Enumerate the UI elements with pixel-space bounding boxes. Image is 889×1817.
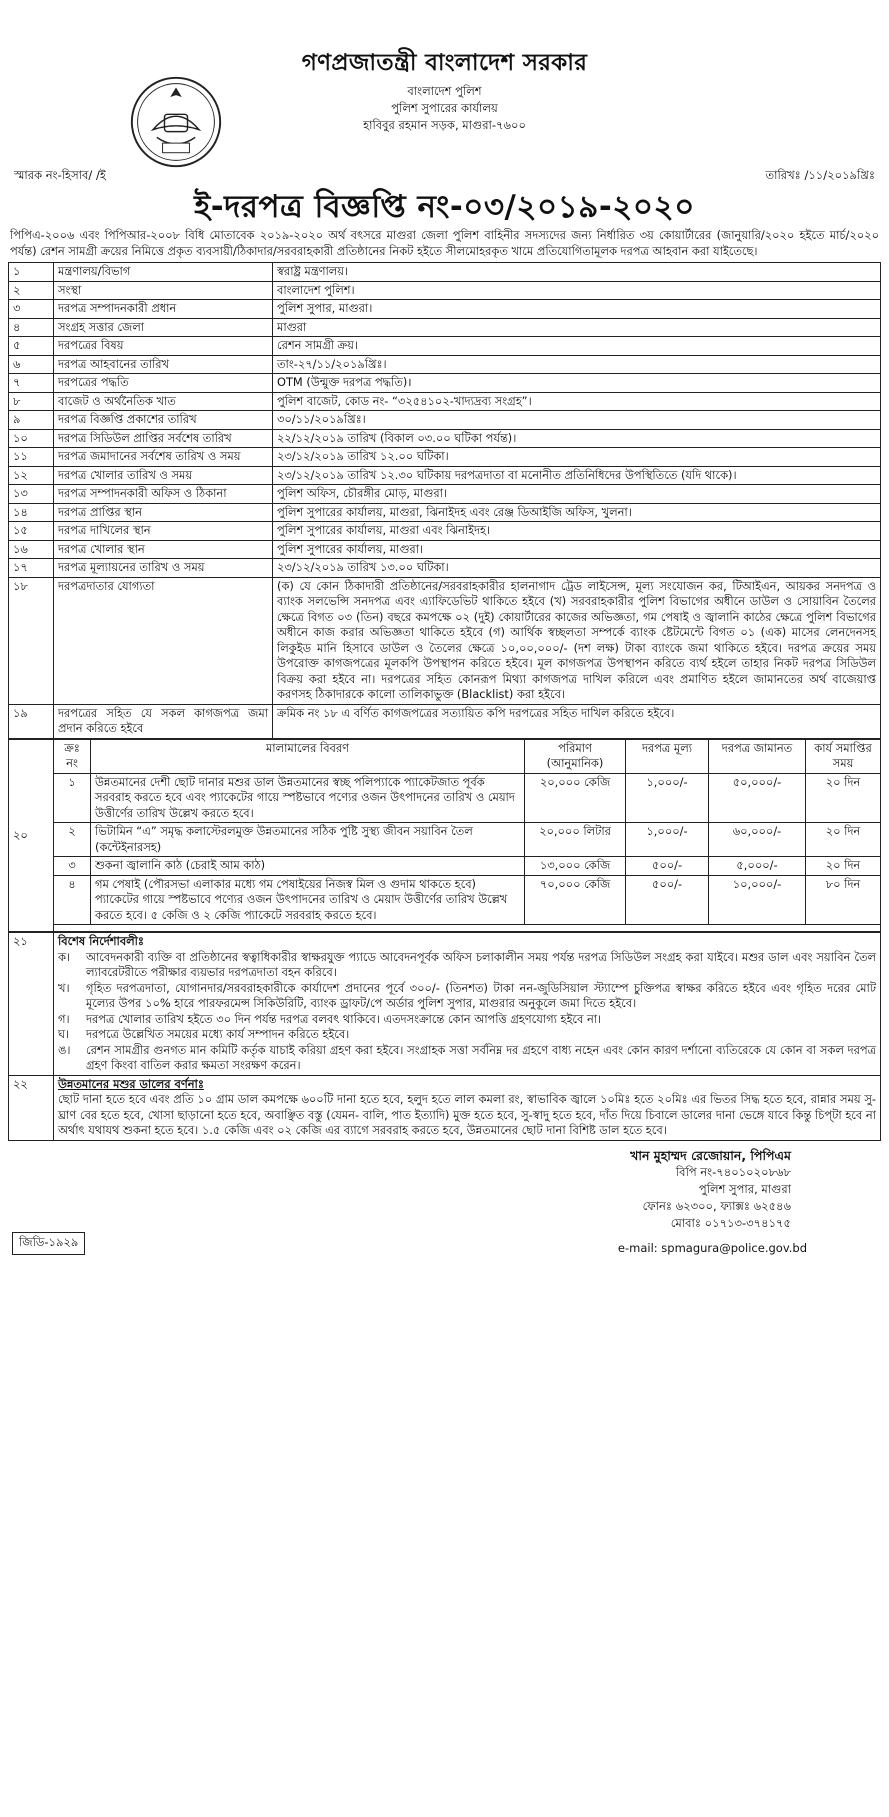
note-text: আবেদনকারী ব্যক্তি বা প্রতিষ্ঠানের স্বত্বাধিকারীর স্বাক্ষরযুক্ত প্যাডে আবেদনপূর্বক অফিস চলাকালীন সময় পর্যন্ত দরপত্র সিডিউল সংগ্রহ করা যাইবে। মশুর ডাল এবং সয়াবিন তৈল ল্যাবরেটরীতে পরীক্ষার ব্যয়ভার দরপত্রদাতা বহন করিবে। bbox=[86, 949, 876, 979]
row-number: ১১ bbox=[9, 448, 54, 467]
header-description: মালামালের বিবরণ bbox=[91, 739, 525, 773]
row-number: ৯ bbox=[9, 411, 54, 430]
item-quantity: ৭০,০০০ কেজি bbox=[525, 875, 626, 925]
special-title: বিশেষ নির্দেশাবলীঃ bbox=[58, 934, 144, 948]
item-period: ২০ দিন bbox=[806, 773, 881, 823]
header-quantity: পরিমাণ (আনুমানিক) bbox=[525, 739, 626, 773]
table-row bbox=[9, 857, 881, 876]
row-value: পুলিশ সুপারের কার্যালয়, মাগুরা এবং ঝিনাইদহ। bbox=[273, 522, 881, 541]
list-item bbox=[58, 1027, 876, 1043]
row-value: OTM (উন্মুক্ত দরপত্র পদ্ধতি)। bbox=[273, 374, 881, 393]
row-number: ১০ bbox=[9, 429, 54, 448]
table-row bbox=[9, 392, 881, 411]
row-value: ক্রমিক নং ১৮ এ বর্ণিত কাগজপত্রের সত্যায়িত কপি দরপত্রের সহিত দাখিল করিতে হইবে। bbox=[273, 704, 881, 738]
row-value: পুলিশ সুপার, মাগুরা। bbox=[273, 300, 881, 319]
items-section-number: ২০ bbox=[9, 739, 54, 932]
row-label: মন্ত্রণালয়/বিভাগ bbox=[54, 263, 273, 282]
row-label: দরপত্র খোলার স্থান bbox=[54, 540, 273, 559]
table-row bbox=[9, 448, 881, 467]
item-period: ২০ দিন bbox=[806, 823, 881, 857]
table-row bbox=[9, 355, 881, 374]
government-title: গণপ্রজাতন্ত্রী বাংলাদেশ সরকার bbox=[301, 50, 588, 76]
row-number: ১৫ bbox=[9, 522, 54, 541]
signature-block bbox=[8, 1147, 881, 1232]
note-key: ঙ। bbox=[58, 1042, 71, 1057]
dal-description-title: উন্নতমানের মশুর ডালের বর্ণনাঃ bbox=[58, 1076, 204, 1091]
row-label: দরপত্র বিজ্ঞপ্তি প্রকাশের তারিখ bbox=[54, 411, 273, 430]
row-label: সংস্থা bbox=[54, 281, 273, 300]
row-number: ১৪ bbox=[9, 503, 54, 522]
memo-number: স্মারক নং-হিসাব/ /ই bbox=[14, 167, 106, 182]
item-price: ১,০০০/- bbox=[626, 773, 709, 823]
row-value: (ক) যে কোন ঠিকাদারী প্রতিষ্ঠানের/সরবরাহকারীর হালনাগাদ ট্রেড লাইসেন্স, মূল্য সংযোজন কর, টিআইএন, আয়কর সনদপত্র ও ব্যাংক সলভেন্সি সনদপত্র এবং এ্যাফিডেভিট থাকিতে হইবে (খ) সরবরাহকারীর পুলিশ বিভাগের অধীনে ডাউল ও সোয়াবিন তৈলের ক্ষেত্রে বিগত ০৩ (তিন) বছরে কমপক্ষে ০২ (দুই) কোয়ার্টারের কাজের অভিজ্ঞতা, গম পেষাই ও জ্বালানি কাঠের ক্ষেত্রে পুলিশ বিভাগের অধীনে কাজ করার অভিজ্ঞতা থাকিতে হইবে (গ) আর্থিক স্বচ্ছলতা সম্পর্কে ব্যাংক ষ্টেটমেন্টে বিগত ০১ (এক) মাসের লেনদেনসহ লিকুইড মানি হিসাবে ডাউল ও তৈলের ক্ষেত্রে ১০,০০,০০০/- (দশ লক্ষ) টাকা ব্যাংকে জমা থাকিতে হইবে। দরপত্র ক্রয়ের সময় উপরোক্ত কাগজপত্রের মূলকপি উপস্থাপন করিতে হইবে। মূল কাগজপত্র উপস্থাপন করিতে ব্যর্থ হইলে তাহার নিকট দরপত্র সিডিউল বিক্রয় করা হইবে না। দরপত্রের সহিত কোনরূপ মিথ্যা কাগজপত্র দাখিল করিলে এবং প্রমাণিত হইলে জামানতের অর্থ বাজেয়াপ্ত করণসহ ঠিকাদারকে কালো তালিকাভুক্ত (Blacklist) করা হইবে। bbox=[273, 577, 881, 704]
signatory-name: খান মুহাম্মদ রেজোয়ান, পিপিএম bbox=[630, 1147, 791, 1163]
mobile-number: মোবাঃ ০১৭১৩-৩৭৪১৭৫ bbox=[670, 1215, 791, 1230]
row-number: ৪ bbox=[9, 318, 54, 337]
note-text: রেশন সামগ্রীর গুনগত মান কমিটি কর্তৃক যাচাই করিয়া গ্রহণ করা হইবে। সংগ্রাহক সত্তা সর্বনিম্ন দর গ্রহণে বাধ্য নহেন এবং কোন কারণ দর্শানো ব্যতিরেকে যে কোন বা সকল দরপত্র গ্রহণ কিংবা বাতিল করার ক্ষমতা সংরক্ষণ করেন। bbox=[86, 1042, 876, 1072]
row-value: ২২/১২/২০১৯ তারিখ (বিকাল ০৩.০০ ঘটিকা পর্যন্ত)। bbox=[273, 429, 881, 448]
header-price: দরপত্র মূল্য bbox=[626, 739, 709, 773]
table-row bbox=[9, 503, 881, 522]
row-value: স্বরাষ্ট্র মন্ত্রণালয়। bbox=[273, 263, 881, 282]
list-item bbox=[58, 950, 876, 981]
row-number: ১ bbox=[9, 263, 54, 282]
item-serial: ২ bbox=[54, 823, 91, 857]
item-security: ৫০,০০০/- bbox=[709, 773, 806, 823]
table-row bbox=[9, 773, 881, 823]
row-label: সংগ্রহ সত্তার জেলা bbox=[54, 318, 273, 337]
table-row bbox=[9, 337, 881, 356]
list-item bbox=[58, 1043, 876, 1074]
letterhead bbox=[8, 44, 881, 166]
table-row bbox=[9, 466, 881, 485]
note-text: গৃহিত দরপত্রদাতা, যোগানদার/সরবরাহকারীকে কার্যাদেশ প্রদানের পূর্বে ৩০০/- (তিনশত) টাকা নন-জুডিসিয়াল স্ট্যাম্পে চুক্তিপত্র স্বাক্ষর করিতে হইবে এবং গৃহিত দরের মোট মূল্যের উপর ১০% হারে পারফরমেন্স সিকিউরিটি, ব্যাংক ড্রাফট/পে অর্ডার পুলিশ সুপার, মাগুরার অনুকূলে জমা দিতে হইবে। bbox=[86, 980, 876, 1010]
note-key: গ। bbox=[58, 1011, 70, 1026]
notice-date: তারিখঃ /১১/২০১৯খ্রিঃ bbox=[765, 167, 875, 182]
row-label: দরপত্র জমাদানের সর্বশেষ তারিখ ও সময় bbox=[54, 448, 273, 467]
table-row bbox=[9, 823, 881, 857]
police-seal-icon bbox=[128, 74, 224, 170]
row-label: দরপত্র সম্পাদনকারী অফিস ও ঠিকানা bbox=[54, 485, 273, 504]
row-value: ২৩/১২/২০১৯ তারিখ ১২.০০ ঘটিকা। bbox=[273, 448, 881, 467]
row-value: বাংলাদেশ পুলিশ। bbox=[273, 281, 881, 300]
row-label: দরপত্রদাতার যোগ্যতা bbox=[54, 577, 273, 704]
row-value: মাগুরা bbox=[273, 318, 881, 337]
footer bbox=[8, 1232, 881, 1255]
tender-details-table bbox=[8, 262, 881, 739]
table-row bbox=[9, 318, 881, 337]
table-row bbox=[9, 875, 881, 925]
intro-paragraph: পিপিএ-২০০৬ এবং পিপিআর-২০০৮ বিধি মোতাবেক ২০১৯-২০২০ অর্থ বৎসরে মাগুরা জেলা পুলিশ বাহিনীর সদস্যদের জন্য নির্ধারিত ৩য় কোয়ার্টারের (জানুয়ারি/২০২০ হইতে মার্চ/২০২০ পর্যন্ত) রেশন সামগ্রী ক্রয়ের নিমিত্তে প্রকৃত ব্যবসায়ী/ঠিকাদার/সরবরাহকারী প্রতিষ্ঠানের নিকট হইতে সীলমোহরকৃত খামে প্রতিযোগিতামূলক দরপত্র আহবান করা যাইতেছে। bbox=[10, 228, 879, 258]
dal-section-number: ২২ bbox=[9, 1075, 54, 1140]
row-number: ১৩ bbox=[9, 485, 54, 504]
row-label: দরপত্র দাখিলের স্থান bbox=[54, 522, 273, 541]
item-serial: ৩ bbox=[54, 857, 91, 876]
item-security: ৫,০০০/- bbox=[709, 857, 806, 876]
table-row bbox=[9, 374, 881, 393]
special-section-number: ২১ bbox=[9, 933, 54, 1076]
row-label: দরপত্র মূল্যায়নের তারিখ ও সময় bbox=[54, 559, 273, 578]
row-number: ২ bbox=[9, 281, 54, 300]
note-key: ঘ। bbox=[58, 1027, 70, 1041]
table-row bbox=[9, 411, 881, 430]
office-name: পুলিশ সুপারের কার্যালয় bbox=[391, 101, 498, 115]
table-row bbox=[9, 522, 881, 541]
row-label: দরপত্র আহবানের তারিখ bbox=[54, 355, 273, 374]
row-number: ৬ bbox=[9, 355, 54, 374]
office-address: হাবিবুর রহমান সড়ক, মাগুরা-৭৬০০ bbox=[363, 118, 526, 132]
table-row bbox=[9, 577, 881, 704]
row-label: দরপত্রের সহিত যে সকল কাগজপত্র জমা প্রদান করিতে হইবে bbox=[54, 704, 273, 738]
table-row bbox=[9, 281, 881, 300]
item-price: ৫০০/- bbox=[626, 857, 709, 876]
row-number: ৩ bbox=[9, 300, 54, 319]
table-row bbox=[9, 429, 881, 448]
item-description: গম পেষাই (পৌরসভা এলাকার মধ্যে গম পেষাইয়ের নিজস্ব মিল ও গুদাম থাকতে হবে) প্যাকেটের গায়ে স্পষ্টভাবে পণ্যের ওজন উৎপাদনের তারিখ ও মেয়াদ উত্তীর্ণের তারিখ উল্লেখ করতে হবে। ৫ কেজি ও ২ কেজি প্যাকেটে সরবরাহ করতে হবে। bbox=[91, 875, 525, 925]
item-quantity: ২০,০০০ কেজি bbox=[525, 773, 626, 823]
note-text: দরপত্র খোলার তারিখ হইতে ৩০ দিন পর্যন্ত দরপত্র বলবৎ থাকিবে। এতদসংক্রান্তে কোন আপত্তি গ্রহণযোগ্য হইবে না। bbox=[86, 1011, 602, 1026]
item-quantity: ২০,০০০ লিটার bbox=[525, 823, 626, 857]
row-label: বাজেট ও অর্থনৈতিক খাত bbox=[54, 392, 273, 411]
header-period: কার্য সমাপ্তির সময় bbox=[806, 739, 881, 773]
row-value: পুলিশ সুপারের কার্যালয়, মাগুরা। bbox=[273, 540, 881, 559]
table-row bbox=[9, 263, 881, 282]
row-value: পুলিশ অফিস, চৌরঙ্গীর মোড়, মাগুরা। bbox=[273, 485, 881, 504]
note-key: খ। bbox=[58, 980, 70, 995]
item-security: ৬০,০০০/- bbox=[709, 823, 806, 857]
note-text: দরপত্রে উল্লেখিত সময়ের মধ্যে কার্য সম্পাদন করিতে হইবে। bbox=[86, 1027, 350, 1041]
item-quantity: ১৩,০০০ কেজি bbox=[525, 857, 626, 876]
department-name: বাংলাদেশ পুলিশ bbox=[407, 84, 482, 98]
row-value: ২৩/১২/২০১৯ তারিখ ১২.৩০ ঘটিকায় দরপত্রদাতা বা মনোনীত প্রতিনিধিদের উপস্থিতিতে (যদি থাকে)। bbox=[273, 466, 881, 485]
note-key: ক। bbox=[58, 949, 71, 964]
items-table bbox=[8, 739, 881, 933]
row-number: ৮ bbox=[9, 392, 54, 411]
item-description: ভিটামিন “এ” সমৃদ্ধ কলাস্টেরলমুক্ত উন্নতমানের সঠিক পুষ্টি সুস্থ্য জীবন সয়াবিন তৈল (কন্টেইনারসহ) bbox=[91, 823, 525, 857]
phone-fax: ফোনঃ ৬২৩০০, ফ্যাক্সঃ ৬২৫৪৬ bbox=[642, 1198, 791, 1213]
table-row bbox=[9, 540, 881, 559]
item-description: উন্নতমানের দেশী ছোট দানার মশুর ডাল উন্নতমানের স্বচ্ছ পলিপ্যাকে প্যাকেটজাত পূর্বক সরবরাহ করতে হবে এবং প্যাকেটের গায়ে স্পষ্টভাবে পণ্যের ওজন উৎপাদনের তারিখ ও মেয়াদ উত্তীর্ণের তারিখ উল্লেখ করতে হবে। bbox=[91, 773, 525, 823]
item-description: শুকনা জ্বালানি কাঠ (চেরাই আম কাঠ) bbox=[91, 857, 525, 876]
row-number: ১৯ bbox=[9, 704, 54, 738]
notice-title: ই-দরপত্র বিজ্ঞপ্তি নং-০৩/২০১৯-২০২০ bbox=[194, 189, 695, 225]
header-serial: ক্রঃ নং bbox=[54, 739, 91, 773]
item-period: ৮০ দিন bbox=[806, 875, 881, 925]
row-value: তাং-২৭/১১/২০১৯খ্রিঃ। bbox=[273, 355, 881, 374]
row-label: দরপত্র সিডিউল প্রাপ্তির সর্বশেষ তারিখ bbox=[54, 429, 273, 448]
item-serial: ৪ bbox=[54, 875, 91, 925]
item-serial: ১ bbox=[54, 773, 91, 823]
row-number: ১৬ bbox=[9, 540, 54, 559]
row-number: ১২ bbox=[9, 466, 54, 485]
item-security: ১০,০০০/- bbox=[709, 875, 806, 925]
row-label: দরপত্র খোলার তারিখ ও সময় bbox=[54, 466, 273, 485]
table-row bbox=[9, 485, 881, 504]
row-value: পুলিশ বাজেট, কোড নং- “৩২৫৪১০২-খাদ্যদ্রব্য সংগ্রহ”। bbox=[273, 392, 881, 411]
row-number: ৭ bbox=[9, 374, 54, 393]
item-period: ২০ দিন bbox=[806, 857, 881, 876]
table-row bbox=[9, 704, 881, 738]
table-row bbox=[9, 300, 881, 319]
row-label: দরপত্রের পদ্ধতি bbox=[54, 374, 273, 393]
row-label: দরপত্রের বিষয় bbox=[54, 337, 273, 356]
row-label: দরপত্র প্রাপ্তির স্থান bbox=[54, 503, 273, 522]
row-number: ১৭ bbox=[9, 559, 54, 578]
signatory-designation: পুলিশ সুপার, মাগুরা bbox=[698, 1181, 791, 1196]
item-price: ৫০০/- bbox=[626, 875, 709, 925]
row-value: ২৩/১২/২০১৯ তারিখ ১৩.০০ ঘটিকা। bbox=[273, 559, 881, 578]
row-label: দরপত্র সম্পাদনকারী প্রধান bbox=[54, 300, 273, 319]
row-value: রেশন সামগ্রী ক্রয়। bbox=[273, 337, 881, 356]
bp-number: বিপি নং-৭৪০১০২০৮৬৮ bbox=[675, 1164, 791, 1179]
table-row bbox=[9, 559, 881, 578]
list-item bbox=[58, 1012, 876, 1028]
row-value: ৩০/১১/২০১৯খ্রিঃ। bbox=[273, 411, 881, 430]
item-price: ১,০০০/- bbox=[626, 823, 709, 857]
row-number: ১৮ bbox=[9, 577, 54, 704]
header-security: দরপত্র জামানত bbox=[709, 739, 806, 773]
row-number: ৫ bbox=[9, 337, 54, 356]
special-instructions-table bbox=[8, 932, 881, 1141]
gd-code: জিডি-১৯২৯ bbox=[12, 1232, 85, 1255]
dal-description-text: ছোট দানা হতে হবে এবং প্রতি ১০ গ্রাম ডাল কমপক্ষে ৬০০টি দানা হতে হবে, হলুদ হতে লাল কমলা রং, স্বাভাবিক জ্বালে ১০মিঃ হতে ২০মিঃ এর ভিতর সিদ্ধ হতে হবে, রান্নার সময় সু-ঘ্রাণ বের হতে হবে, খোসা ছাড়ানো হতে হবে, অবাঞ্ছিত বস্তু (যেমন- বালি, পাত ইত্যাদি) মুক্ত হতে হবে, সু-স্বাদু হতে হবে, দাঁত দিয়ে চিবালে ডালের দানা ভেঙ্গে যাবে কিন্তু চিপ্‌টা হবে না অর্থাৎ যথাযথ শুকনা হতে হবে। ১.৫ কেজি এবং ০২ কেজি এর ব্যাগে সরবরাহ করতে হবে, উন্নতমানের ছোট দানা বিশিষ্ট ডাল হতে হবে। bbox=[58, 1092, 876, 1137]
row-value: পুলিশ সুপারের কার্যালয়, মাগুরা, ঝিনাইদহ এবং রেঞ্জ ডিআইজি অফিস, খুলনা। bbox=[273, 503, 881, 522]
list-item bbox=[58, 981, 876, 1012]
email-address: e-mail: spmagura@police.gov.bd bbox=[617, 1240, 807, 1255]
